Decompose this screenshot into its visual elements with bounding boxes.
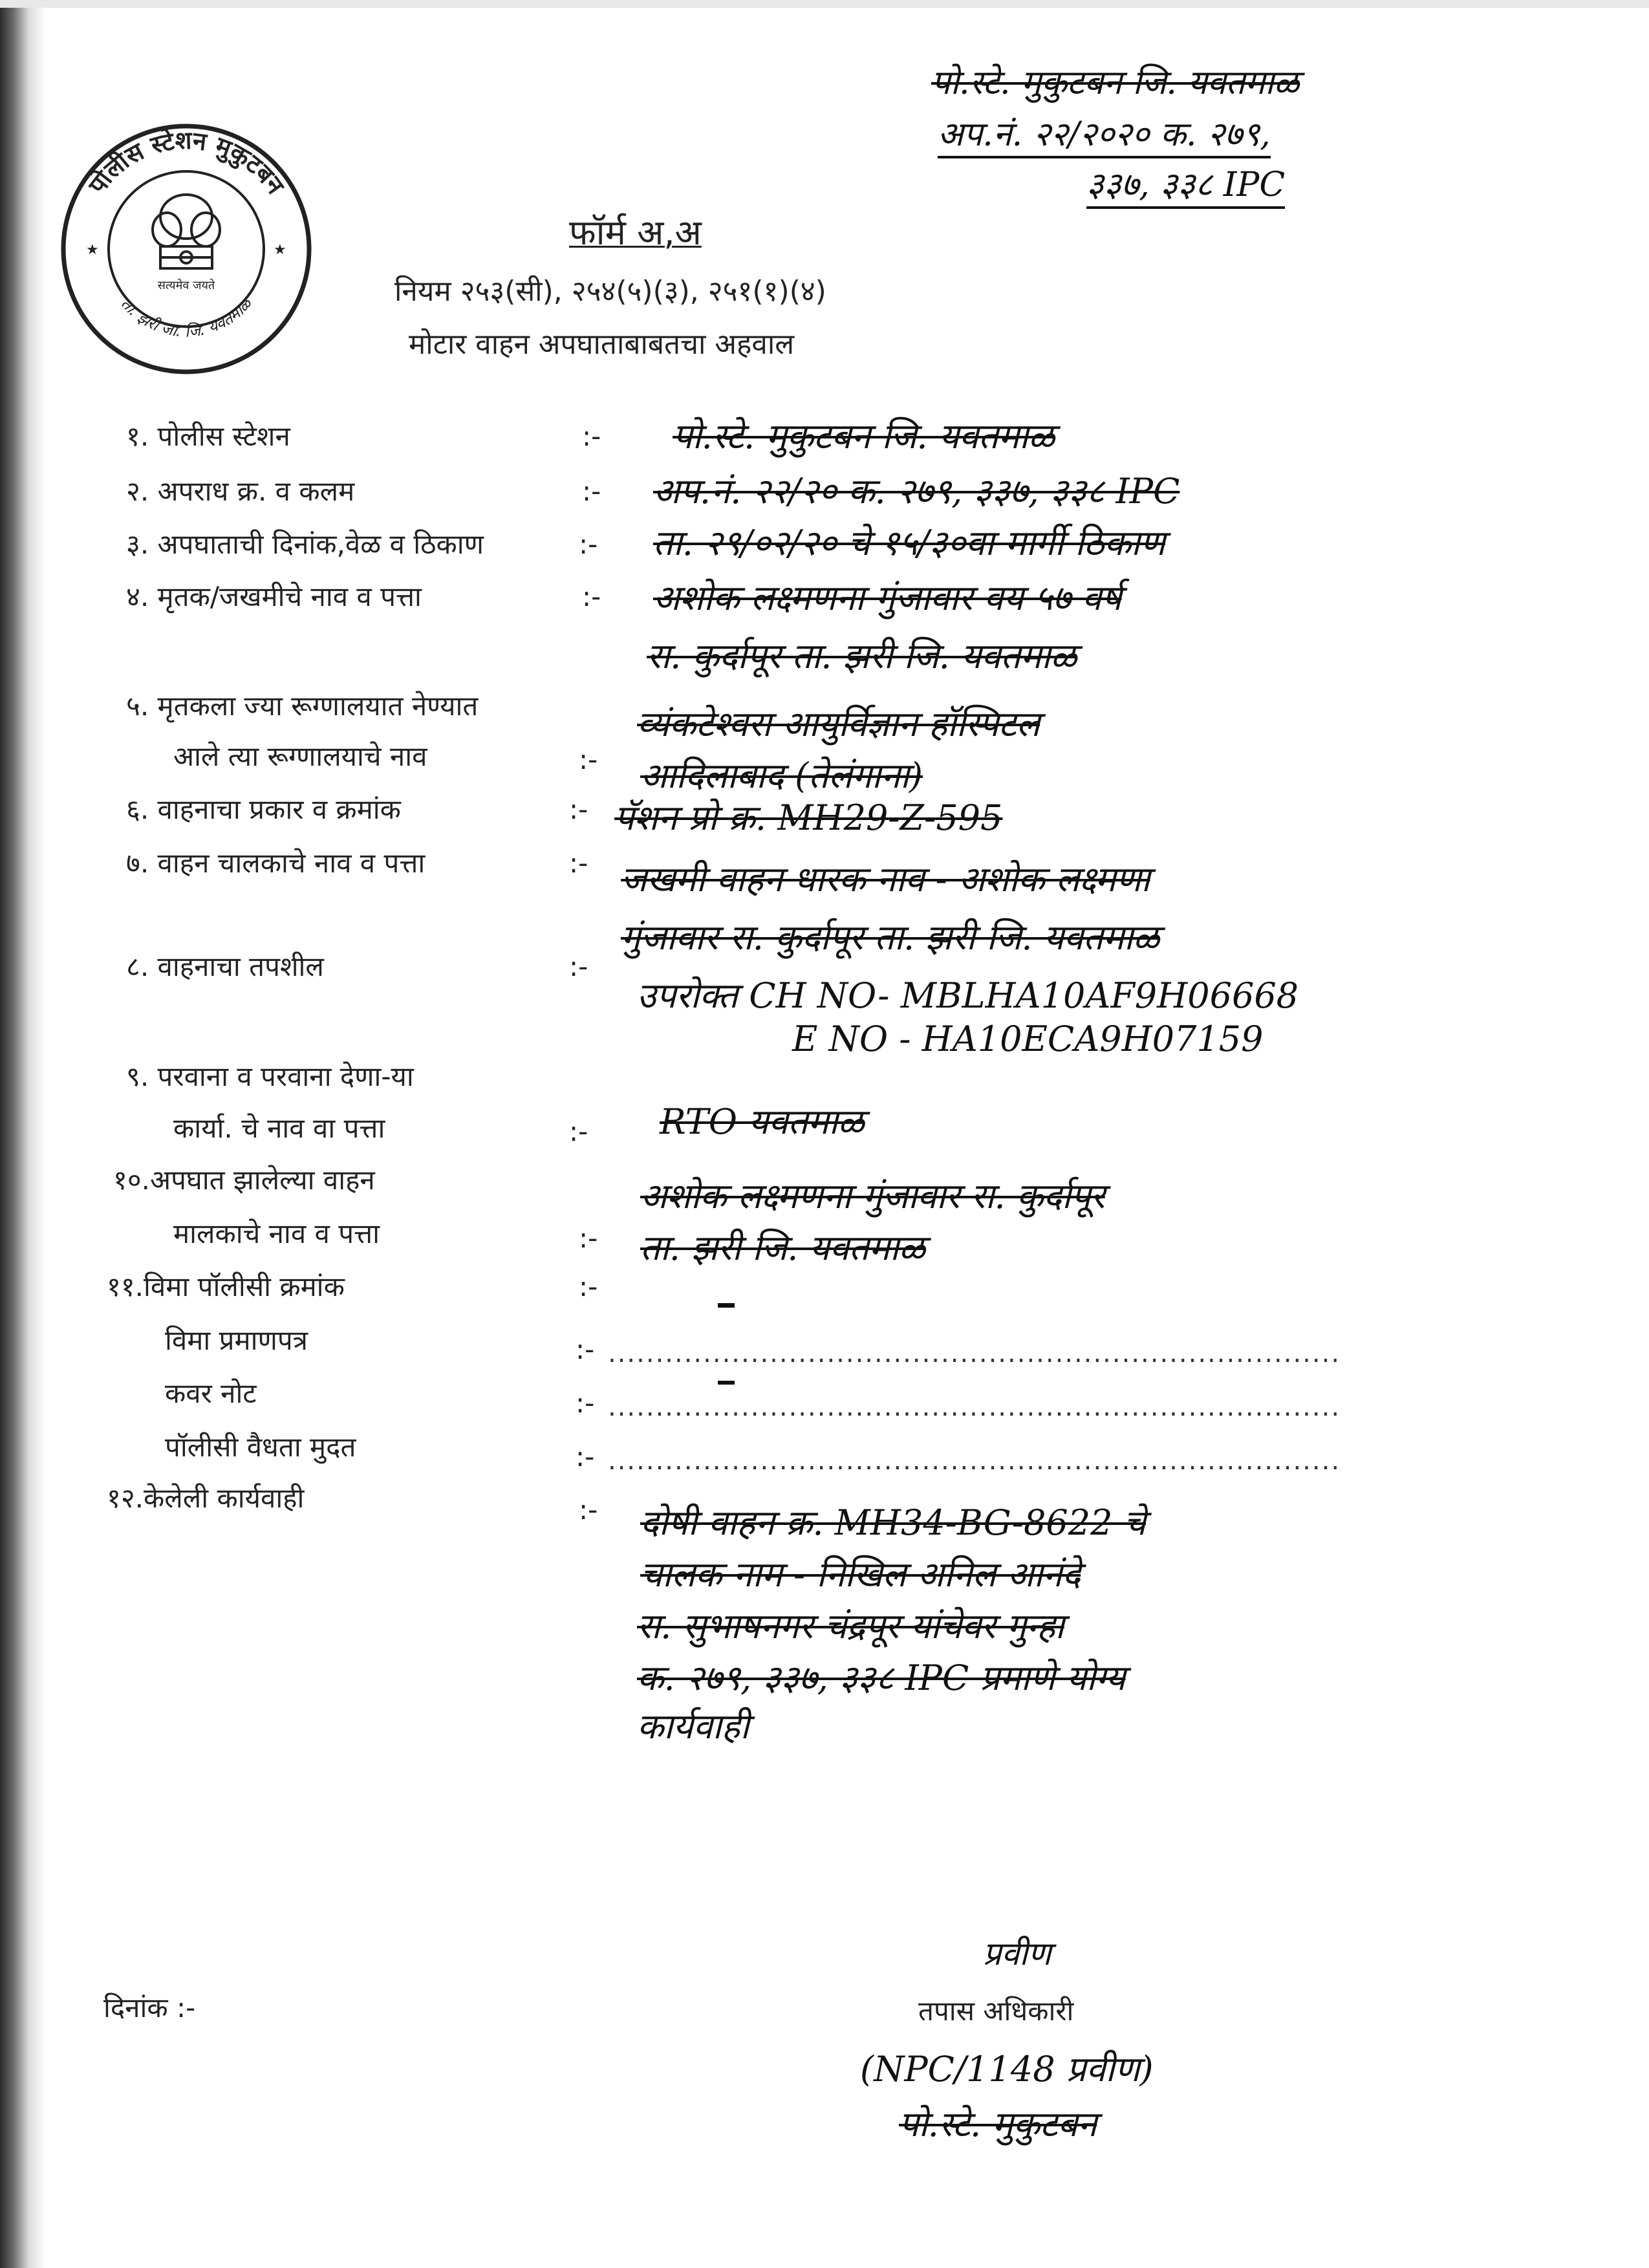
field-4-label: ४. मृतक/जखमीचे नाव व पत्ता	[126, 581, 422, 612]
field-6-label: ६. वाहनाचा प्रकार व क्रमांक	[126, 794, 401, 825]
action-line-1: दोषी वाहन क्र. MH34-BG-8622 चे	[640, 1502, 1146, 1543]
officer-badge: (NPC/1148 प्रवीण)	[860, 2049, 1154, 2090]
stamp-outer-text: पोलीस स्टेशन मुकुटबन	[83, 125, 290, 200]
field-3-label: ३. अपघाताची दिनांक,वेळ व ठिकाण	[126, 528, 484, 560]
cover-note-dotline: .............................................................................	[608, 1392, 1341, 1422]
field-6-sep: :-	[569, 794, 588, 825]
field-5-value-line2: आदिलाबाद (तेलंगाना)	[640, 755, 923, 796]
field-11-sep: :-	[579, 1271, 598, 1302]
policy-validity-dotline: .............................................................................	[608, 1446, 1341, 1476]
field-1-sep: :-	[582, 420, 601, 452]
svg-text:पोलीस स्टेशन मुकुटबन	[83, 126, 291, 200]
action-line-3: रा. सुभाषनगर चंद्रपूर यांचेवर गुन्हा	[637, 1606, 1064, 1647]
field-1-value: पो.स्टे. मुकुटबन जि. यवतमाळ	[673, 416, 1055, 457]
field-11-dash-mark	[718, 1303, 735, 1308]
insurance-certificate-sep: :-	[576, 1334, 595, 1365]
scan-top-edge	[0, 0, 1649, 8]
top-note-line2: अप.नं. २२/२०२० क. २७९,	[938, 110, 1271, 158]
svg-text:★: ★	[274, 242, 286, 258]
policy-validity-sep: :-	[576, 1441, 595, 1473]
field-3-value: ता. २९/०२/२० चे १५/३०वा मार्गी ठिकाण	[653, 523, 1165, 563]
field-10-value-line1: अशोक लक्ष्मणना गुंजावार रा. कुर्दापूर	[640, 1176, 1105, 1216]
field-6-value: पॅशन प्रो क्र. MH29-Z-595	[614, 797, 1003, 838]
field-2-sep: :-	[582, 475, 601, 507]
officer-station: पो.स्टे. मुकुटबन	[899, 2104, 1097, 2144]
officer-title: तपास अधिकारी	[918, 1995, 1074, 2027]
field-12-sep: :-	[579, 1494, 598, 1526]
cover-note-label: कवर नोट	[165, 1377, 257, 1409]
field-10-value-line2: ता. झरी जि. यवतमाळ	[640, 1227, 925, 1268]
svg-text:★: ★	[86, 242, 99, 258]
officer-signature: प्रवीण	[983, 1935, 1051, 1972]
field-8-label: ८. वाहनाचा तपशील	[126, 951, 324, 982]
field-8-value-line1: उपरोक्त CH NO- MBLHA10AF9H06668	[637, 975, 1299, 1016]
field-11-label: ११.विमा पॉलीसी क्रमांक	[107, 1271, 345, 1302]
stamp-inner-text: सत्यमेव जयते	[157, 279, 215, 292]
field-10-label-line1: १०.अपघात झालेल्या वाहन	[113, 1164, 375, 1196]
field-9-value: RTO यवतमाळ	[660, 1101, 865, 1142]
field-4-sep: :-	[582, 581, 601, 612]
field-12-label: १२.केलेली कार्यवाही	[107, 1482, 305, 1514]
field-3-sep: :-	[579, 528, 598, 560]
field-5-label-line1: ५. मृतकला ज्या रूग्णालयात नेण्यात	[126, 690, 479, 722]
field-5-value-line1: व्यंकटेश्वरा आयुर्विज्ञान हॉस्पिटल	[637, 704, 1040, 744]
field-9-label-line2: कार्या. चे नाव वा पत्ता	[173, 1112, 385, 1144]
insurance-certificate-label: विमा प्रमाणपत्र	[165, 1324, 308, 1356]
cover-note-sep: :-	[576, 1387, 595, 1419]
field-8-value-line2: E NO - HA10ECA9H07159	[792, 1019, 1264, 1059]
field-4-value-line1: अशोक लक्ष्मणना गुंजावार वय ५७ वर्ष	[653, 578, 1122, 618]
field-7-label: ७. वाहन चालकाचे नाव व पत्ता	[126, 847, 426, 879]
top-note-line1: पो.स्टे. मुकुटबन जि. यवतमाळ	[931, 63, 1300, 102]
field-9-label-line1: ९. परवाना व परवाना देणा-या	[126, 1061, 414, 1092]
cover-note-dash-mark	[718, 1381, 735, 1385]
field-8-sep: :-	[569, 951, 588, 982]
action-line-4: क. २७९, ३३७, ३३८ IPC प्रमाणे योग्य	[637, 1658, 1126, 1698]
field-1-label: १. पोलीस स्टेशन	[126, 420, 290, 452]
field-7-value-line1: जखमी वाहन धारक नाव - अशोक लक्ष्मणा	[621, 859, 1150, 900]
scan-left-edge	[0, 0, 45, 2268]
stamp-seal-icon	[57, 120, 316, 378]
action-line-5: कार्यवाही	[637, 1706, 749, 1747]
svg-text:ता. झरी जा. जि. यवतमाळ	[117, 292, 257, 341]
field-7-sep: :-	[569, 847, 588, 879]
national-emblem-icon	[153, 195, 220, 268]
field-5-label-line2: आले त्या रूग्णालयाचे नाव	[173, 740, 427, 772]
field-9-sep: :-	[569, 1116, 588, 1147]
field-2-label: २. अपराध क्र. व कलम	[126, 475, 355, 507]
field-2-value: अप.नं. २२/२० क. २७९, ३३७, ३३८ IPC	[653, 471, 1180, 512]
field-10-label-line2: मालकाचे नाव व पत्ता	[173, 1218, 380, 1249]
police-stamp	[57, 120, 316, 378]
field-10-sep: :-	[579, 1222, 598, 1254]
field-5-sep: :-	[579, 744, 598, 775]
stamp-bottom-text: ता. झरी जा. जि. यवतमाळ	[117, 294, 255, 341]
insurance-certificate-dotline: .............................................................................	[608, 1339, 1341, 1368]
field-4-value-line2: रा. कुर्दापूर ता. झरी जि. यवतमाळ	[647, 636, 1077, 676]
policy-validity-label: पॉलीसी वैधता मुदत	[165, 1431, 356, 1463]
date-label: दिनांक :-	[103, 1992, 196, 2024]
top-note-line3: ३३७, ३३८ IPC	[1086, 160, 1285, 209]
action-line-2: चालक नाम - निखिल अनिल आनंदे	[640, 1554, 1081, 1595]
form-title: फॉर्म अ,अ	[569, 212, 702, 253]
form-subtitle: मोटार वाहन अपघाताबाबतचा अहवाल	[409, 328, 795, 361]
field-7-value-line2: गुंजावार रा. कुर्दापूर ता. झरी जि. यवतमाळ	[621, 917, 1160, 958]
form-rules: नियम २५३(सी), २५४(५)(३), २५१(१)(४)	[394, 275, 826, 308]
